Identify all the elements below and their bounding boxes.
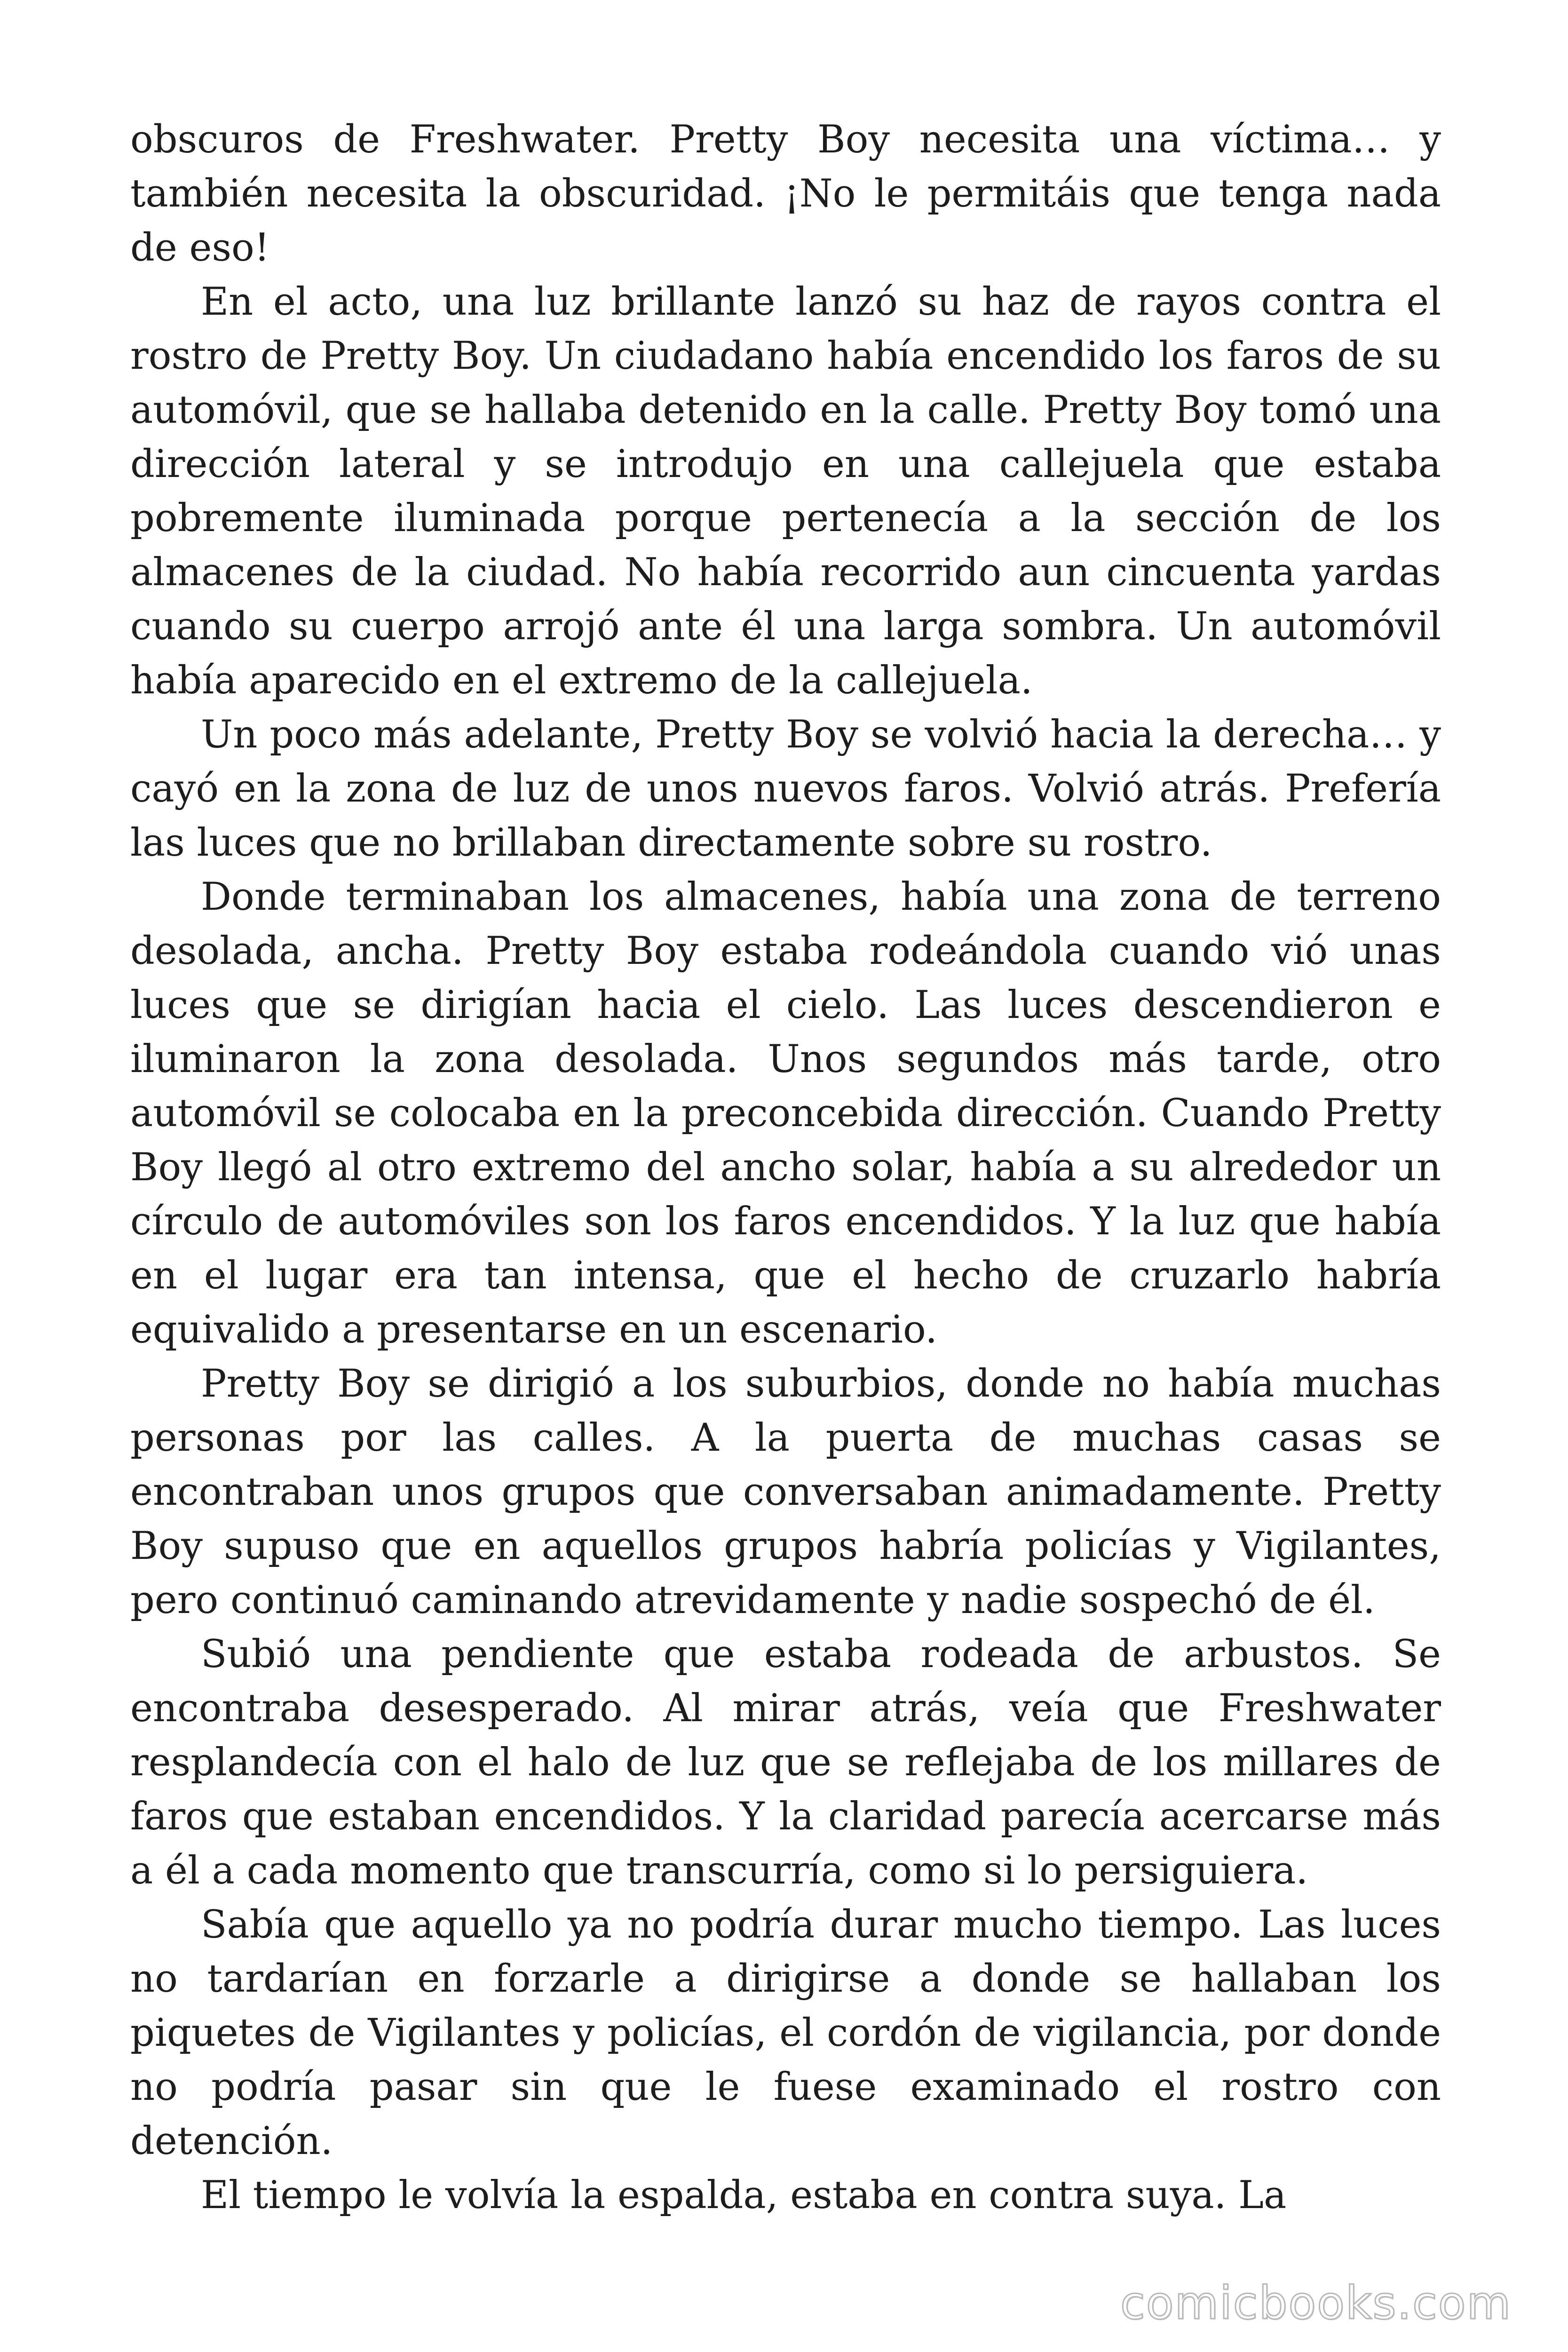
paragraph-8: El tiempo le volvía la espalda, estaba en contra suya. La (201, 2173, 1287, 2217)
paragraph-3: Un poco más adelante, Pretty Boy se volvió hacia la derecha… y cayó en la zona de luz de unos nuevos faros. Volvió atrás. Prefería las luces que no brillaban directamente sobre su rostro. (130, 713, 1441, 865)
paragraph-1: obscuros de Freshwater. Pretty Boy necesita una víctima… y también necesita la obscuridad. ¡No le permitáis que tenga nada de eso! (130, 118, 1441, 270)
paragraph-6: Subió una pendiente que estaba rodeada de arbustos. Se encontraba desesperado. Al mirar atrás, veía que Freshwater resplandecía con el halo de luz que se reflejaba de los millares de faros que estaban encendidos. Y la claridad parecía acercarse más a él a cada momento que transcurría, como si lo persiguiera. (130, 1632, 1441, 1893)
paragraph-7: Sabía que aquello ya no podría durar mucho tiempo. Las luces no tardarían en forzarle a dirigirse a donde se hallaban los piquetes de Vigilantes y policías, el cordón de vigilancia, por donde no podría pasar sin que le fuese examinado el rostro con detención. (130, 1903, 1441, 2163)
watermark-text: comicbooks.com (1120, 2277, 1512, 2329)
paragraph-2: En el acto, una luz brillante lanzó su haz de rayos contra el rostro de Pretty Boy. Un ciudadano había encendido los faros de su automóvil, que se hallaba detenido en la calle. Pretty Boy tomó una dirección lateral y se introdujo en una callejuela que estaba pobremente iluminada porque pertenecía a la sección de los almacenes de la ciudad. No había recorrido aun cincuenta yardas cuando su cuerpo arrojó ante él una larga sombra. Un automóvil había aparecido en el extremo de la callejuela. (130, 280, 1441, 703)
paragraph-4: Donde terminaban los almacenes, había una zona de terreno desolada, ancha. Pretty Boy estaba rodeándola cuando vió unas luces que se dirigían hacia el cielo. Las luces descendieron e iluminaron la zona desolada. Unos segundos más tarde, otro automóvil se colocaba en la preconcebida dirección. Cuando Pretty Boy llegó al otro extremo del ancho solar, había a su alrededor un círculo de automóviles son los faros encendidos. Y la luz que había en el lugar era tan intensa, que el hecho de cruzarlo habría equivalido a presentarse en un escenario. (130, 875, 1441, 1352)
paragraph-5: Pretty Boy se dirigió a los suburbios, donde no había muchas personas por las calles. A la puerta de muchas casas se encontraban unos grupos que conversaban animadamente. Pretty Boy supuso que en aquellos grupos habría policías y Vigilantes, pero continuó caminando atrevidamente y nadie sospechó de él. (130, 1362, 1441, 1622)
page-body (130, 113, 1441, 2223)
